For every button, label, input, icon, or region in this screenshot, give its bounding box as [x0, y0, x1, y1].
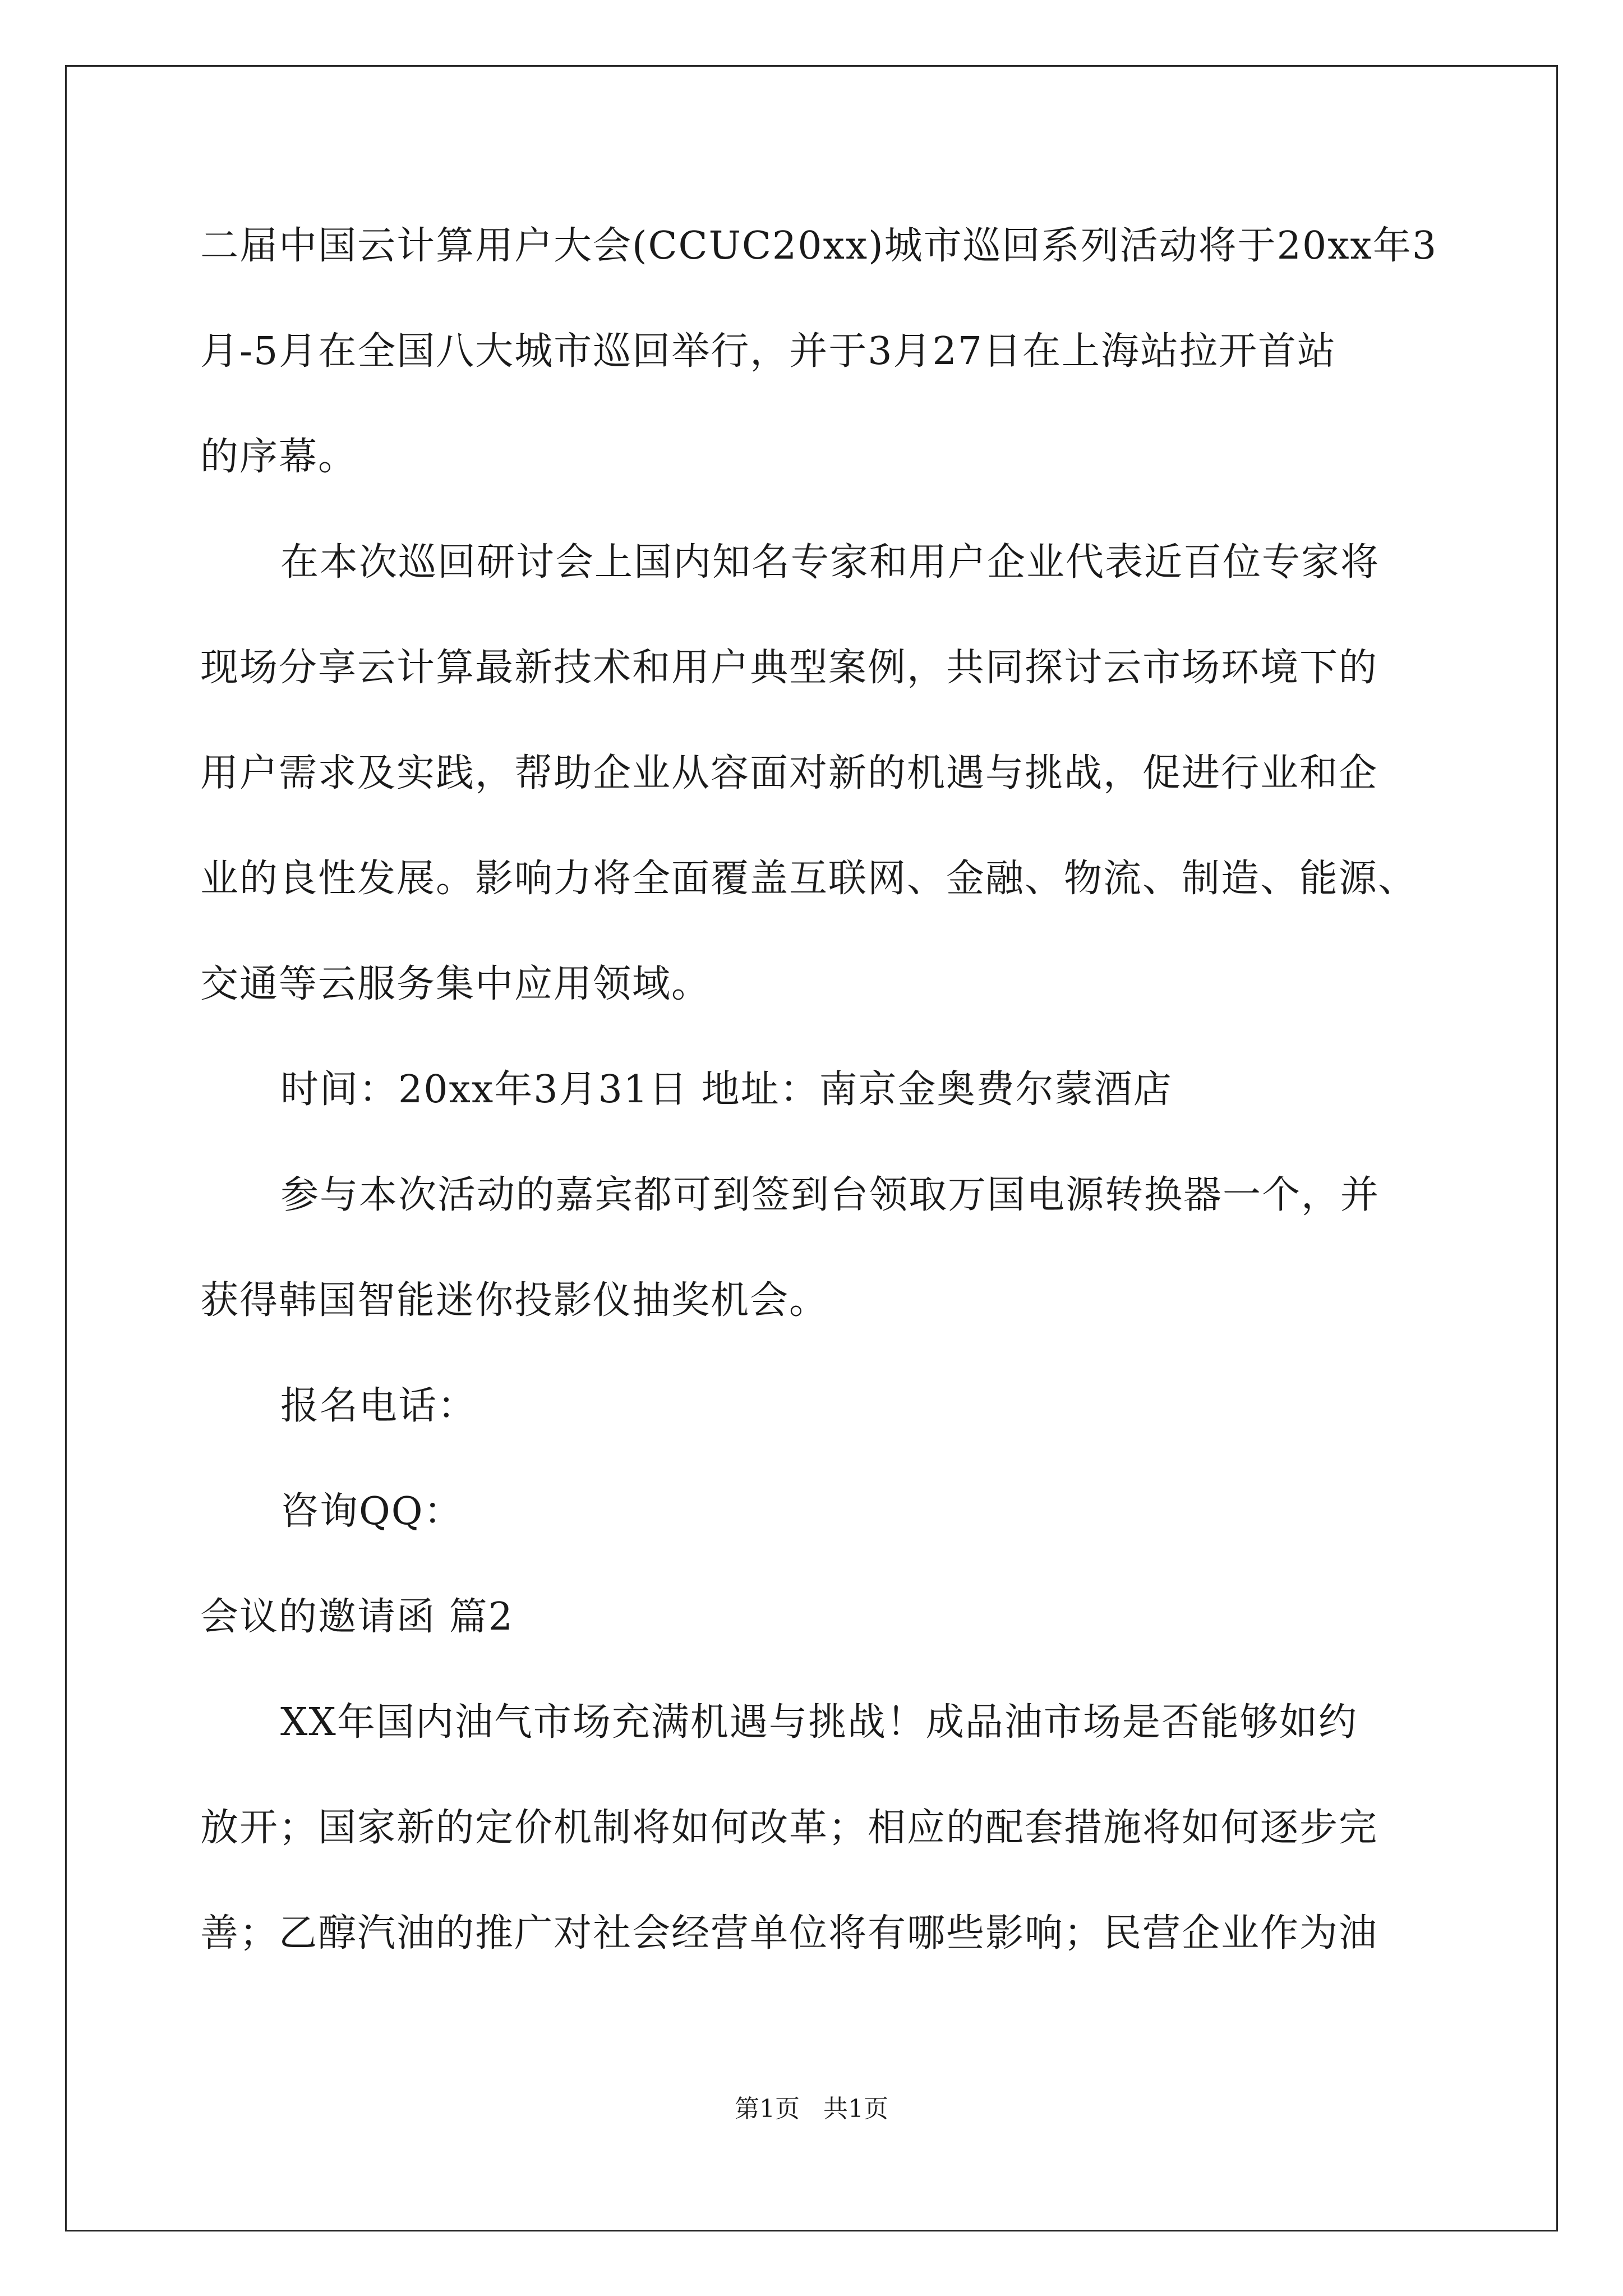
- paragraph-line: 的序幕。: [200, 435, 358, 479]
- paragraph-line: 月-5月在全国八大城市巡回举行，并于3月27日在上海站拉开首站: [200, 329, 1337, 374]
- paragraph-line: 交通等云服务集中应用领域。: [200, 962, 711, 1006]
- paragraph-line: 善；乙醇汽油的推广对社会经营单位将有哪些影响；民营企业作为油: [200, 1911, 1378, 1955]
- paragraph-line: 在本次巡回研讨会上国内知名专家和用户企业代表近百位专家将: [280, 540, 1380, 585]
- paragraph-line: 二届中国云计算用户大会(CCUC20xx)城市巡回系列活动将于20xx年3: [200, 224, 1438, 268]
- paragraph-line: 业的良性发展。影响力将全面覆盖互联网、金融、物流、制造、能源、: [200, 857, 1418, 901]
- paragraph-line: 时间：20xx年3月31日 地址：南京金奥费尔蒙酒店: [280, 1068, 1173, 1112]
- paragraph-line: 获得韩国智能迷你投影仪抽奖机会。: [200, 1278, 829, 1323]
- paragraph-line: 报名电话：: [280, 1384, 477, 1428]
- paragraph-line: 咨询QQ：: [280, 1489, 463, 1534]
- paragraph-line: 现场分享云计算最新技术和用户典型案例，共同探讨云市场环境下的: [200, 646, 1378, 690]
- paragraph-line: XX年国内油气市场充满机遇与挑战！成品油市场是否能够如约: [280, 1700, 1358, 1745]
- paragraph-line: 参与本次活动的嘉宾都可到签到台领取万国电源转换器一个，并: [280, 1173, 1380, 1217]
- page-footer: 第1页 共1页: [735, 2095, 888, 2123]
- section-heading: 会议的邀请函 篇2: [200, 1595, 514, 1639]
- paragraph-line: 放开；国家新的定价机制将如何改革；相应的配套措施将如何逐步完: [200, 1806, 1378, 1850]
- paragraph-line: 用户需求及实践，帮助企业从容面对新的机遇与挑战，促进行业和企: [200, 751, 1378, 795]
